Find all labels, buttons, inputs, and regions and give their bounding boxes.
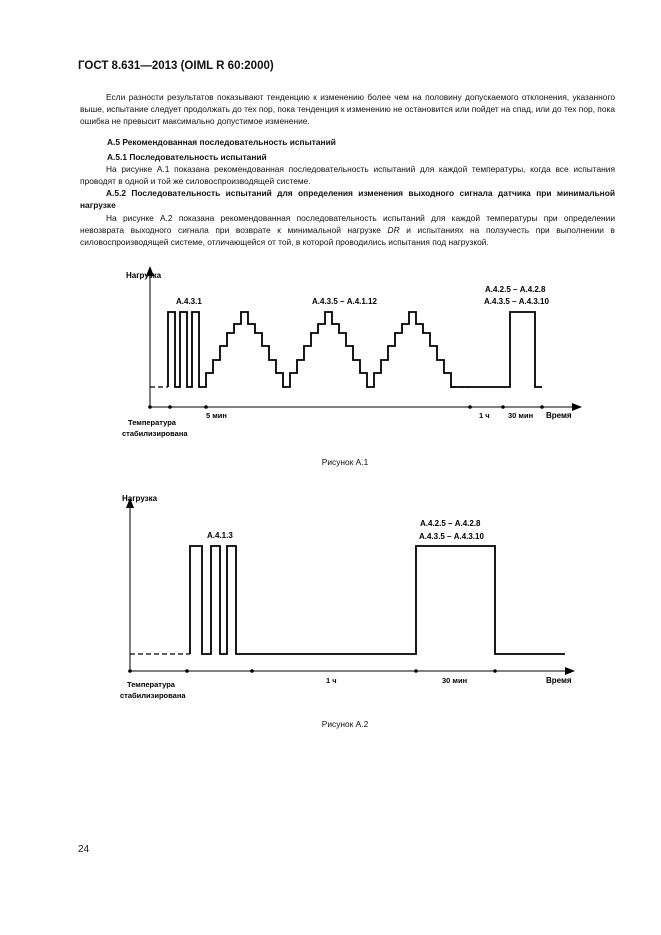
fig2-x-arrow-icon xyxy=(565,667,575,675)
fig1-x-label: Время xyxy=(546,411,572,420)
fig2-x-label: Время xyxy=(546,676,572,685)
fig2-temp-stab-2: стабилизирована xyxy=(120,691,186,700)
paragraph-a52-text-1: На рисунке А.2 показана рекомендованная последовательность испытаний для каждой температуры при определении невозврата выходного сигнала при возврате к минимальной нагрузке xyxy=(80,213,615,236)
fig1-temp-stab-2: стабилизирована xyxy=(122,429,188,438)
intro-paragraph: Если разности результатов показывают тенденцию к изменению более чем на половину допускаемого отклонения, указанного выше, испытание следует продолжать до тех пор, пока тенденция к изменению не остановится или пойдет на спад, или до тех пор, пока ошибка не превысит максимально допустимое изменение. xyxy=(80,92,615,127)
fig2-tick-1h: 1 ч xyxy=(326,676,337,685)
fig2-temp-stab-1: Температура xyxy=(127,680,175,689)
page-number: 24 xyxy=(78,844,90,855)
paragraph-a52-dr: DR xyxy=(387,225,400,236)
fig1-label-mid: А.4.3.5 – А.4.1.12 xyxy=(312,297,377,306)
document-header: ГОСТ 8.631—2013 (OIML R 60:2000) xyxy=(78,60,274,72)
fig2-load-waveform xyxy=(190,546,565,654)
fig1-x-arrow-icon xyxy=(572,403,582,411)
fig1-temp-stab-1: Температура xyxy=(128,418,176,427)
section-heading-a51: А.5.1 Последовательность испытаний xyxy=(107,152,267,162)
figure-a2-diagram xyxy=(110,488,590,706)
figure-a2-caption: Рисунок А.2 xyxy=(321,719,369,729)
fig1-y-label: Нагрузка xyxy=(126,271,162,280)
fig1-tick-30min: 30 мин xyxy=(508,411,534,420)
figure-a1-caption: Рисунок А.1 xyxy=(321,457,369,467)
fig1-load-waveform xyxy=(168,312,542,387)
fig1-tick-1h: 1 ч xyxy=(479,411,490,420)
figure-a1-diagram xyxy=(110,262,590,442)
fig2-y-label: Нагрузка xyxy=(122,494,158,503)
paragraph-a52-text-2: и испытаниях на ползучесть при выполнении в силовоспроизводящей системе, отличающейся от той, в которой проводились испытания под нагрузкой. xyxy=(80,225,616,248)
fig1-label-right-1: А.4.2.5 – А.4.2.8 xyxy=(485,285,546,294)
paragraph-a51: На рисунке А.1 показана рекомендованная последовательность испытаний для каждой температуры, когда все испытания проводят в одной и той же силовоспроизводящей системе. xyxy=(80,164,615,187)
fig2-label-right-2: А.4.3.5 – А.4.3.10 xyxy=(419,532,484,541)
paragraph-a52 xyxy=(80,212,615,249)
section-heading-a52: А.5.2 Последовательность испытаний для определения изменения выходного сигнала датчика при минимальной нагрузке xyxy=(80,188,615,211)
fig1-label-a431: А.4.3.1 xyxy=(176,297,202,306)
fig2-label-a413: А.4.1.3 xyxy=(207,531,233,540)
section-heading-a5: А.5 Рекомендованная последовательность испытаний xyxy=(107,137,336,147)
fig1-label-right-2: А.4.3.5 – А.4.3.10 xyxy=(484,297,549,306)
fig2-label-right-1: А.4.2.5 – А.4.2.8 xyxy=(420,519,481,528)
fig1-tick-5min: 5 мин xyxy=(206,411,227,420)
fig2-tick-30min: 30 мин xyxy=(442,676,468,685)
